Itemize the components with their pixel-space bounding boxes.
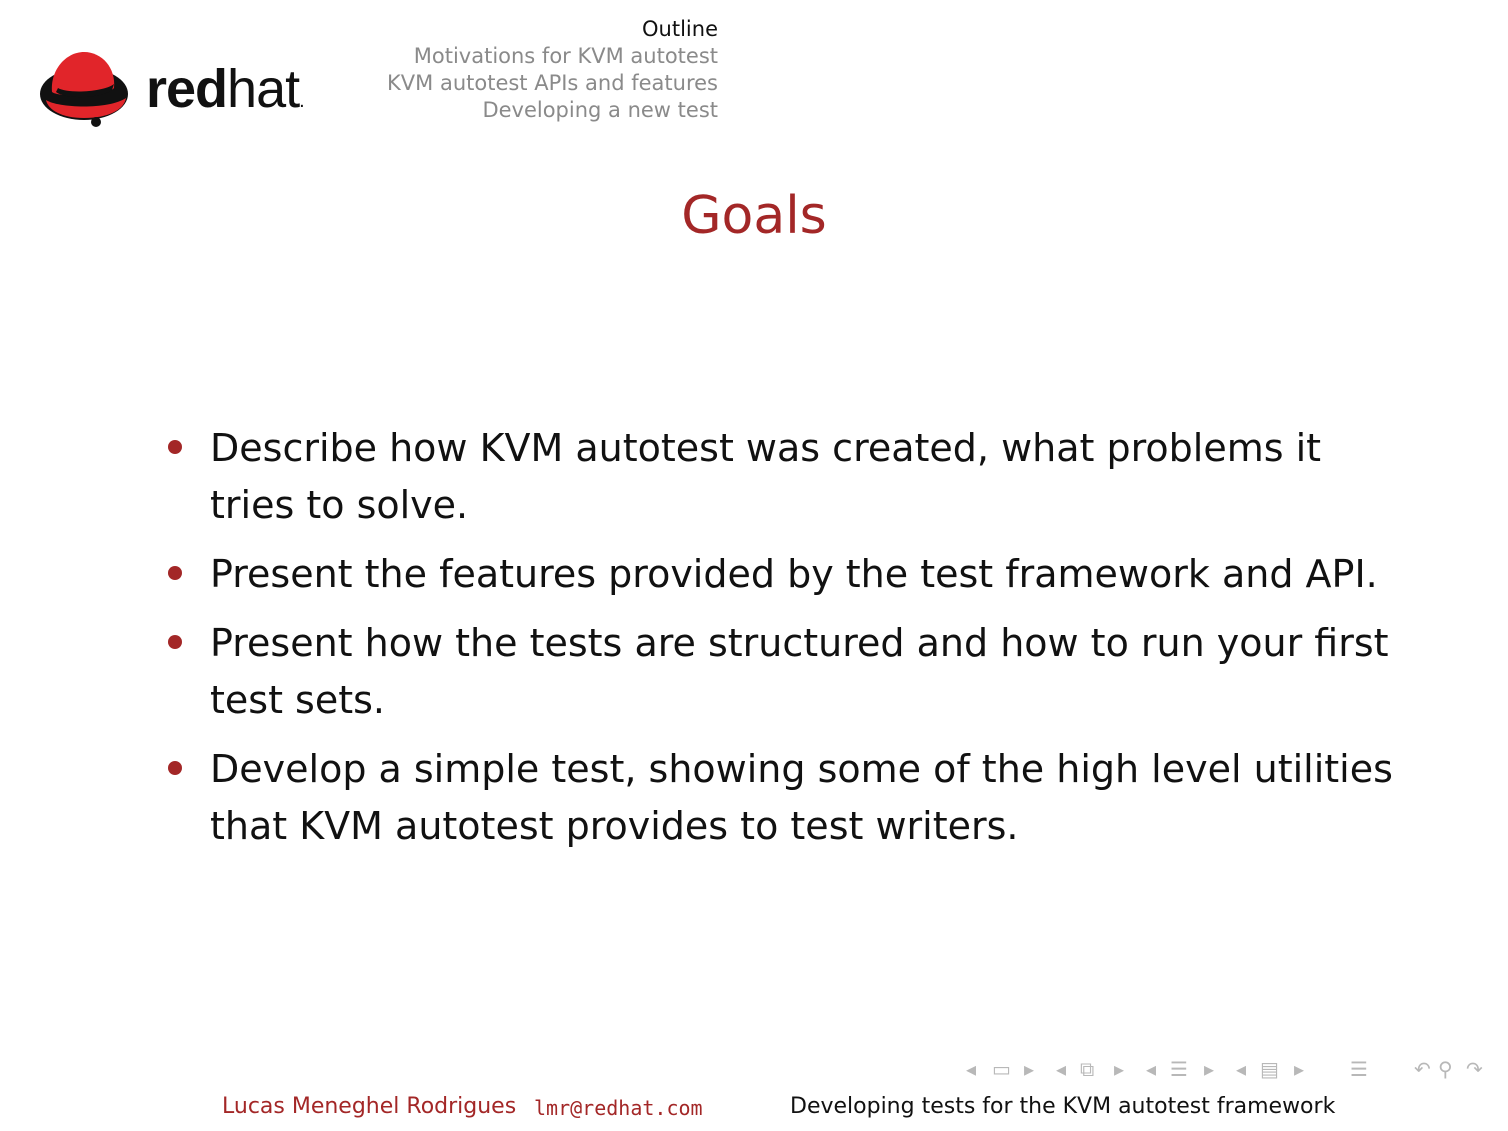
subsection-icon[interactable]: ⧉ [1080, 1057, 1095, 1081]
arrow-right-icon[interactable]: ▸ [1204, 1057, 1215, 1081]
arrow-left-icon[interactable]: ◂ [1236, 1057, 1247, 1081]
arrow-left-icon[interactable]: ◂ [1056, 1057, 1067, 1081]
list-item [160, 420, 1410, 534]
bullet-icon [168, 635, 182, 649]
frame-icon[interactable]: ▭ [992, 1057, 1011, 1081]
arrow-left-icon[interactable]: ◂ [1146, 1057, 1157, 1081]
list-item [160, 615, 1410, 729]
bullet-text: Describe how KVM autotest was created, what problems it tries to solve. [210, 426, 1322, 527]
forward-icon[interactable]: ↷ [1466, 1057, 1483, 1081]
beamer-navigation [962, 1054, 1502, 1084]
bullet-icon [168, 761, 182, 775]
shadowman-hat-icon [38, 48, 134, 130]
slide-title: Goals [681, 186, 827, 246]
outline-item-motivations[interactable]: Motivations for KVM autotest [413, 44, 718, 68]
footer-author: Lucas Meneghel Rodrigues [222, 1094, 517, 1119]
bullet-text: Present how the tests are structured and how to run your first test sets. [210, 621, 1389, 722]
arrow-left-icon[interactable]: ◂ [966, 1057, 977, 1081]
arrow-right-icon[interactable]: ▸ [1294, 1057, 1305, 1081]
bullet-text: Develop a simple test, showing some of the high level utilities that KVM autotest provides to test writers. [210, 747, 1393, 848]
bullet-icon [168, 440, 182, 454]
logo-red: red [146, 59, 228, 119]
footer-email[interactable]: lmr@redhat.com [534, 1096, 703, 1120]
back-icon[interactable]: ↶ [1414, 1057, 1431, 1081]
redhat-logo [38, 48, 328, 130]
list-item [160, 741, 1410, 855]
bullet-icon [168, 566, 182, 580]
arrow-right-icon[interactable]: ▸ [1024, 1057, 1035, 1081]
logo-wordmark [146, 59, 304, 119]
list-item [160, 546, 1410, 603]
search-icon[interactable]: ⚲ [1438, 1057, 1453, 1081]
toc-icon[interactable]: ☰ [1350, 1057, 1368, 1081]
footer-talk-title: Developing tests for the KVM autotest framework [790, 1094, 1336, 1119]
outline-item-apis[interactable]: KVM autotest APIs and features [387, 71, 718, 95]
arrow-right-icon[interactable]: ▸ [1114, 1057, 1125, 1081]
section-icon[interactable]: ☰ [1170, 1057, 1188, 1081]
bullet-text: Present the features provided by the test framework and API. [210, 552, 1378, 596]
logo-hat: hat [227, 59, 300, 119]
header-outline [387, 16, 718, 124]
outline-item-outline[interactable]: Outline [642, 17, 718, 41]
presentation-icon[interactable]: ▤ [1260, 1057, 1279, 1081]
logo-dot: . [299, 90, 304, 112]
outline-item-developing[interactable]: Developing a new test [482, 98, 718, 122]
goals-list [160, 420, 1410, 867]
